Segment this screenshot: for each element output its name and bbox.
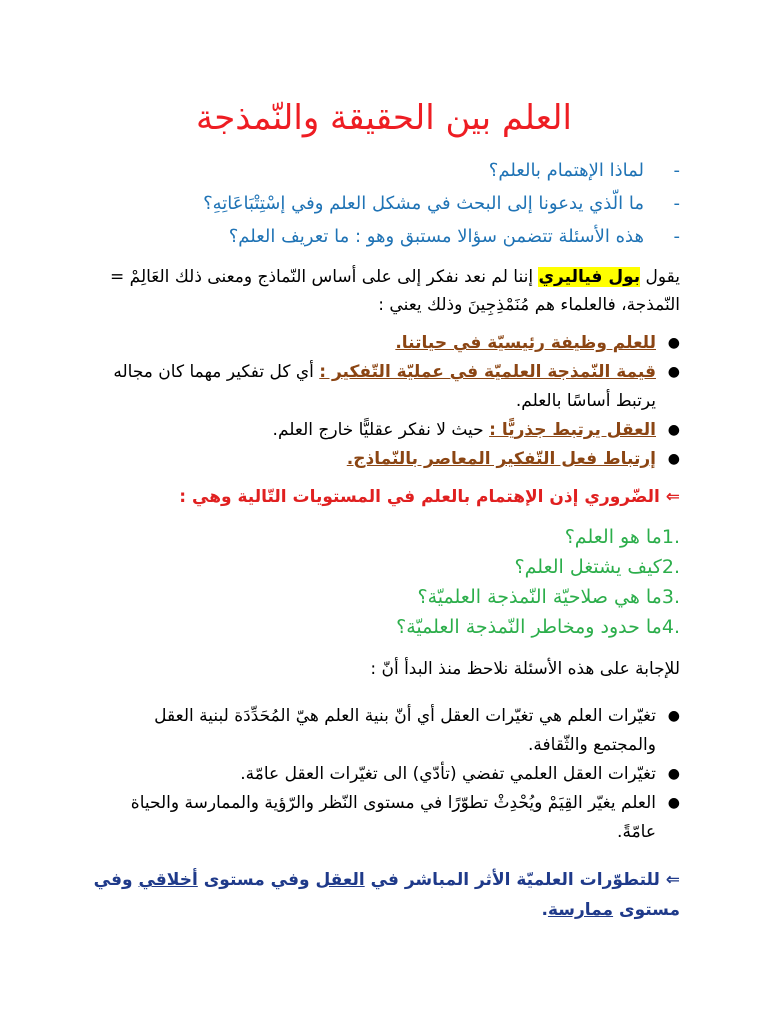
bullet-icon: ● — [667, 364, 680, 380]
detail-item — [88, 702, 680, 760]
key-point-rest: أي كل تفكير مهما كان مجاله يرتبط أساسًا بالعلم. — [113, 362, 656, 411]
bullet-icon: ● — [667, 335, 680, 351]
bullet-icon: ● — [667, 451, 680, 467]
final-part-2: وفي مستوى — [197, 870, 316, 890]
final-underline-practice: ممارسة — [547, 900, 614, 920]
item-text: كيف يشتغل العلم؟ — [514, 556, 662, 578]
key-point — [88, 445, 680, 474]
item-number: 2. — [661, 556, 680, 578]
questions-list — [88, 154, 680, 253]
numbered-item — [88, 552, 680, 582]
question-item — [88, 154, 680, 187]
bullet-icon: ● — [667, 795, 680, 811]
numbered-item — [88, 582, 680, 612]
question-item — [88, 220, 680, 253]
numbered-item — [88, 612, 680, 642]
numbered-questions — [88, 522, 680, 642]
bullet-icon: ● — [667, 708, 680, 724]
details-list — [88, 702, 680, 847]
bullet-icon: ● — [667, 766, 680, 782]
conclusion-line: ⇐ الضّروري إذن الإهتمام بالعلم في المستويات التّالية وهي : — [179, 487, 680, 507]
key-point-bold: للعلم وظيفة رئيسيّة في حياتنا. — [395, 333, 656, 353]
dash-marker: - — [673, 160, 680, 181]
intro-after: إننا لم نعد نفكر إلى على أساس النّماذج ومعنى ذلك العَالِمْ = النّمذجة، فالعلماء هم مُنَمْذِجِينَ وذلك يعني : — [109, 267, 680, 315]
dash-marker: - — [673, 193, 680, 214]
key-point — [88, 329, 680, 358]
intro-paragraph — [88, 263, 680, 319]
final-part-4: . — [541, 900, 548, 920]
detail-text: العلم يغيّر القِيَمْ ويُحْدِثْ تطوّرًا في مستوى النّظر والرّؤية والممارسة والحياة عامّةً. — [130, 793, 656, 842]
question-text: ما الّذي يدعونا إلى البحث في مشكل العلم وفي إسْتِتْبَاعَاتِهِ؟ — [203, 193, 644, 214]
numbered-item — [88, 522, 680, 552]
intro-before: يقول — [640, 267, 680, 287]
final-part-1: ⇐ للتطوّرات العلميّة الأثر المباشر في — [364, 870, 680, 890]
key-points-list — [88, 329, 680, 474]
item-text: ما حدود ومخاطر النّمذجة العلميّة؟ — [396, 616, 662, 638]
item-number: 1. — [661, 526, 680, 548]
detail-item — [88, 789, 680, 847]
bullet-icon: ● — [667, 422, 680, 438]
answer-intro: للإجابة على هذه الأسئلة نلاحظ منذ البدأ أنّ : — [370, 659, 680, 679]
key-point-bold: العقل يرتبط جذريًّا : — [489, 420, 656, 440]
question-text: هذه الأسئلة تتضمن سؤالا مستبق وهو : ما تعريف العلم؟ — [228, 226, 644, 247]
detail-text: تغيّرات العقل العلمي تفضي (تأدّي) الى تغيّرات العقل عامّة. — [240, 764, 656, 784]
dash-marker: - — [673, 226, 680, 247]
final-underline-ethics: أخلاقي — [138, 870, 198, 890]
key-point-bold: إرتباط فعل التّفكير المعاصر بالنّماذج. — [346, 449, 656, 469]
key-point — [88, 416, 680, 445]
item-text: ما هي صلاحيّة النّمذجة العلميّة؟ — [417, 586, 662, 608]
final-part-3: وفي مستوى — [93, 870, 680, 920]
key-point-rest: حيث لا نفكر عقليًّا خارج العلم. — [272, 420, 490, 440]
item-number: 4. — [661, 616, 680, 638]
page-title: العلم بين الحقيقة والنّمذجة — [196, 98, 572, 138]
final-underline-mind: العقل — [315, 870, 365, 890]
key-point-bold: قيمة النّمذجة العلميّة في عمليّة التّفكير : — [319, 362, 656, 382]
item-number: 3. — [661, 586, 680, 608]
key-point — [88, 358, 680, 416]
detail-item — [88, 760, 680, 789]
item-text: ما هو العلم؟ — [564, 526, 662, 548]
question-item — [88, 187, 680, 220]
detail-text: تغيّرات العلم هي تغيّرات العقل أي أنّ بنية العلم هيّ المُحَدِّدَة لبنية العقل والمجتمع والثّقافة. — [154, 706, 656, 755]
final-statement — [88, 865, 680, 925]
author-highlight: بول فياليري — [538, 267, 641, 287]
question-text: لماذا الإهتمام بالعلم؟ — [488, 160, 644, 181]
